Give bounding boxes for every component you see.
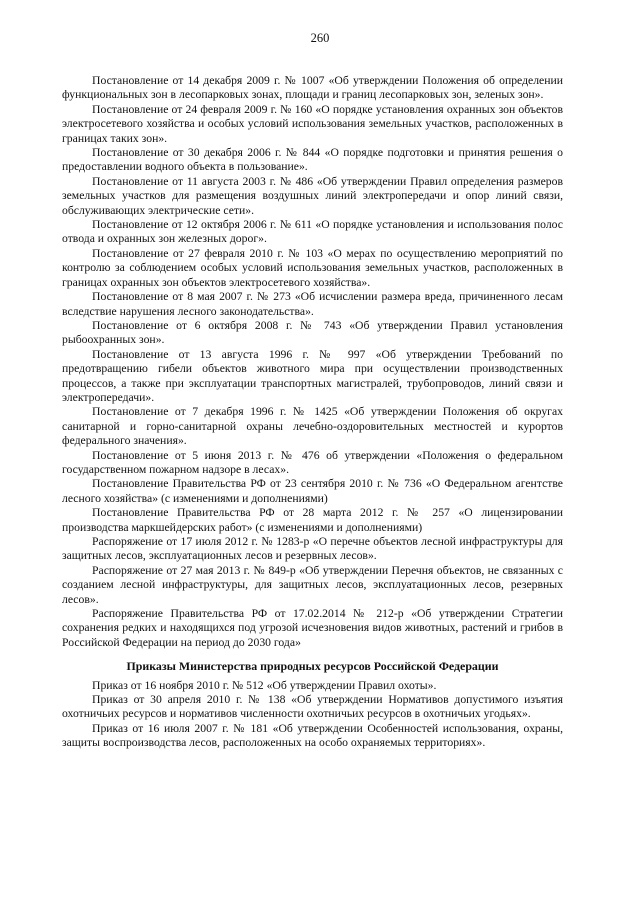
resolution-item: Распоряжение от 27 мая 2013 г. № 849-р «Об утверждении Перечня объектов, не связанных с созданием лесной инфраструктуры, для защитных лесов, эксплуатационных лесов, резервных лесов». bbox=[62, 563, 563, 606]
resolution-item: Постановление от 13 августа 1996 г. № 997 «Об утверждении Требований по предотвращению гибели объектов животного мира при осуществлении производственных процессов, а также при эксплуатации транспортных магистралей, трубопроводов, линий связи и электропередачи». bbox=[62, 347, 563, 404]
resolution-item: Постановление от 5 июня 2013 г. № 476 об утверждении «Положения о федеральном государственном пожарном надзоре в лесах». bbox=[62, 448, 563, 476]
order-item: Приказ от 16 ноября 2010 г. № 512 «Об утверждении Правил охоты». bbox=[92, 678, 437, 692]
resolution-item: Постановление от 27 февраля 2010 г. № 103 «О мерах по осуществлению мероприятий по контролю за соблюдением особых условий использования земельных участков, расположенных в границах охранных зон объектов электросетевого хозяйства». bbox=[62, 246, 563, 289]
resolution-item: Распоряжение от 17 июля 2012 г. № 1283-р «О перечне объектов лесной инфраструктуры для защитных лесов, эксплуатационных лесов и резервных лесов». bbox=[62, 535, 563, 563]
resolution-item: Постановление от 12 октября 2006 г. № 611 «О порядке установления и использования полос отвода и охранных зон железных дорог». bbox=[62, 218, 563, 246]
resolution-item: Постановление от 6 октября 2008 г. № 743 «Об утверждении Правил установления рыбоохранных зон». bbox=[62, 318, 563, 347]
resolution-item: Постановление от 11 августа 2003 г. № 486 «Об утверждении Правил определения размеров земельных участков для размещения воздушных линий электропередачи и опор линий связи, обслуживающих электрические сети». bbox=[62, 174, 563, 217]
resolution-item: Постановление от 8 мая 2007 г. № 273 «Об исчислении размера вреда, причиненного лесам вследствие нарушения лесного законодательства». bbox=[62, 290, 563, 318]
resolution-item: Постановление от 30 декабря 2006 г. № 844 «О порядке подготовки и принятия решения о предоставлении водного объекта в пользование». bbox=[62, 146, 563, 174]
resolution-item: Распоряжение Правительства РФ от 17.02.2014 № 212-р «Об утверждении Стратегии сохранения редких и находящихся под угрозой исчезновения видов животных, растений и грибов в Российской Федерации на период до 2030 года» bbox=[62, 607, 563, 649]
resolution-item: Постановление Правительства РФ от 23 сентября 2010 г. № 736 «О Федеральном агентстве лесного хозяйства» (с изменениями и дополнениями) bbox=[62, 477, 563, 505]
page-number: 260 bbox=[310, 31, 330, 45]
resolution-item: Постановление от 14 декабря 2009 г. № 1007 «Об утверждении Положения об определении функциональных зон в лесопарковых зонах, площади и границ лесопарковых зон, зеленых зон». bbox=[62, 74, 563, 102]
order-item: Приказ от 16 июля 2007 г. № 181 «Об утверждении Особенностей использования, охраны, защиты воспроизводства лесов, расположенных на особо охраняемых территориях». bbox=[62, 721, 563, 750]
resolution-item: Постановление Правительства РФ от 28 марта 2012 г. № 257 «О лицензировании производства маркшейдерских работ» (с изменениями и дополнениями) bbox=[62, 506, 563, 534]
section-heading: Приказы Министерства природных ресурсов Российской Федерации bbox=[126, 659, 499, 674]
resolution-item: Постановление от 24 февраля 2009 г. № 160 «О порядке установления охранных зон объектов электросетевого хозяйства и особых условий использования земельных участков, расположенных в границах таких зон». bbox=[62, 102, 563, 145]
document-body bbox=[62, 74, 563, 751]
order-item: Приказ от 30 апреля 2010 г. № 138 «Об утверждении Нормативов допустимого изъятия охотничьих ресурсов и нормативов численности охотничьих ресурсов в охотничьих угодьях». bbox=[62, 693, 563, 721]
resolution-item: Постановление от 7 декабря 1996 г. № 1425 «Об утверждении Положения об округах санитарной и горно-санитарной охраны лечебно-оздоровительных местностей и курортов федерального значения». bbox=[62, 405, 563, 448]
